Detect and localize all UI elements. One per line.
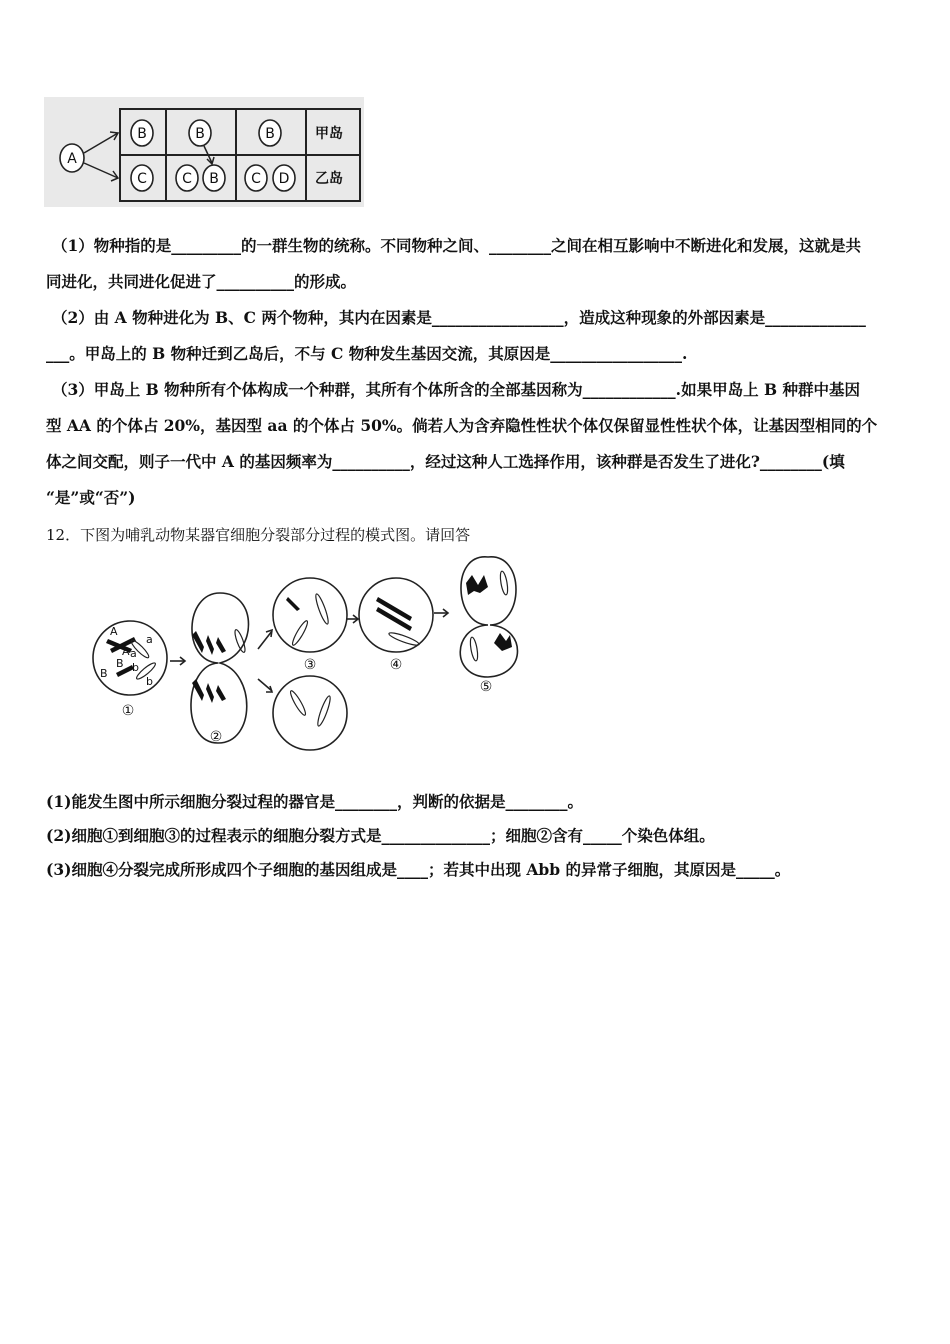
cell-3-daughter bbox=[273, 676, 347, 750]
q11-part1-line2: 同进化，共同进化促进了__________的形成。 bbox=[46, 272, 357, 291]
q12-question-3: (3)细胞④分裂完成所形成四个子细胞的基因组成是____；若其中出现 Abb 的异常子细胞，其原因是_____。 bbox=[46, 860, 791, 879]
cell-4-label: ④ bbox=[389, 657, 403, 673]
species-label: B bbox=[209, 171, 219, 187]
q12-question-1: (1)能发生图中所示细胞分裂过程的器官是________，判断的依据是________。 bbox=[46, 792, 583, 811]
cell-5 bbox=[460, 557, 517, 677]
q11-part2-line1: （2）由 A 物种进化为 B、C 两个物种，其内在因素是_________________，造成这种现象的外部因素是_____________ bbox=[52, 308, 866, 327]
gene-label: a bbox=[130, 647, 137, 660]
cell-2 bbox=[191, 593, 249, 743]
q11-part3-line3: 体之间交配，则子一代中 A 的基因频率为__________，经过这种人工选择作用，该种群是否发生了进化?________(填 bbox=[46, 452, 845, 471]
species-label: C bbox=[137, 171, 147, 187]
q11-part3-line2: 型 AA 的个体占 20%，基因型 aa 的个体占 50%。倘若人为含弃隐性性状个体仅保留显性性状个体，让基因型相同的个 bbox=[46, 416, 878, 435]
gene-label: b bbox=[132, 661, 139, 674]
gene-label: A bbox=[110, 625, 118, 638]
species-label: D bbox=[278, 171, 290, 187]
species-label: B bbox=[265, 126, 275, 142]
gene-label: B bbox=[100, 667, 108, 680]
species-label: C bbox=[182, 171, 192, 187]
cell-3 bbox=[273, 578, 347, 652]
gene-label: A bbox=[122, 645, 130, 658]
q11-part3-line4: “是”或“否”) bbox=[46, 488, 136, 507]
island-speciation-figure bbox=[44, 97, 364, 207]
cell-4 bbox=[359, 578, 433, 652]
species-label: C bbox=[251, 171, 261, 187]
q11-part3-line1: （3）甲岛上 B 物种所有个体构成一个种群，其所有个体所含的全部基因称为____________.如果甲岛上 B 种群中基因 bbox=[52, 380, 860, 399]
q11-part1-line1: （1）物种指的是_________的一群生物的统称。不同物种之间、________之间在相互影响中不断进化和发展，这就是共 bbox=[52, 236, 862, 255]
cell-5-label: ⑤ bbox=[479, 679, 493, 695]
cell-2-label: ② bbox=[209, 729, 223, 745]
island-jia-label: 甲岛 bbox=[315, 126, 343, 142]
gene-label: b bbox=[146, 675, 153, 688]
species-label: B bbox=[137, 126, 147, 142]
q12-question-2: (2)细胞①到细胞③的过程表示的细胞分裂方式是______________；细胞②含有_____个染色体组。 bbox=[46, 826, 715, 845]
gene-label: B bbox=[116, 657, 124, 670]
q12-stem: 12．下图为哺乳动物某器官细胞分裂部分过程的模式图。请回答 bbox=[46, 526, 471, 544]
species-a-label: A bbox=[67, 151, 77, 167]
cell-division-figure bbox=[88, 553, 543, 753]
cell-1-label: ① bbox=[121, 703, 135, 719]
gene-label: a bbox=[146, 633, 153, 646]
species-label: B bbox=[195, 126, 205, 142]
q11-part2-line2: ___。甲岛上的 B 物种迁到乙岛后，不与 C 物种发生基因交流，其原因是_________________. bbox=[46, 344, 688, 363]
cell-3-label: ③ bbox=[303, 657, 317, 673]
island-yi-label: 乙岛 bbox=[315, 171, 343, 187]
